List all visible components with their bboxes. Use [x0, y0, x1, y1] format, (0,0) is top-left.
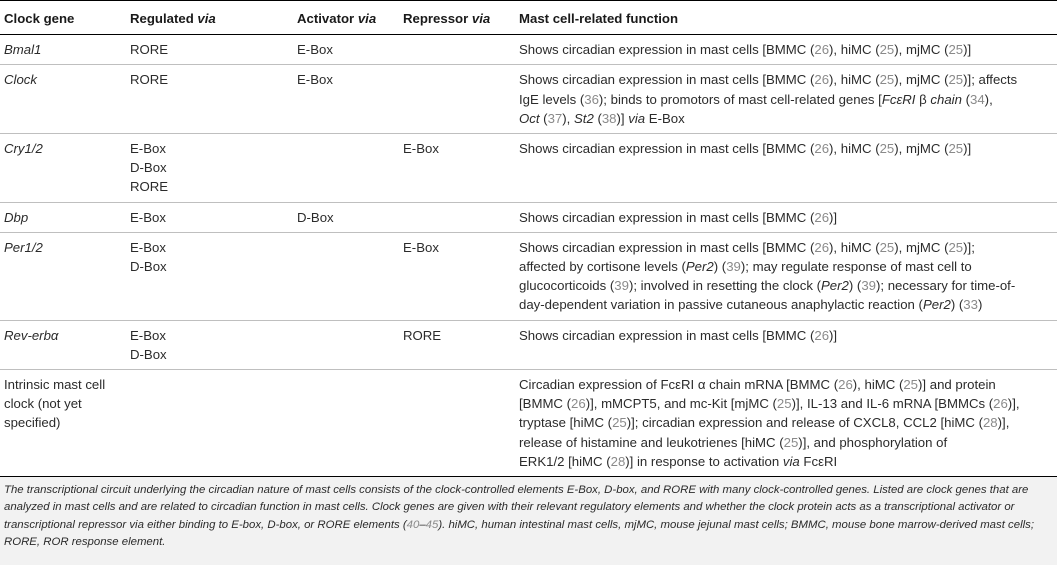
- function-line: [519, 238, 1051, 257]
- function-text: ): [977, 297, 983, 313]
- regulated-cell: [124, 65, 291, 134]
- table-row: [0, 320, 1057, 369]
- reference-number: 34: [970, 91, 985, 107]
- function-text: )]: [829, 327, 838, 343]
- function-text: (: [539, 110, 548, 126]
- function-text: ), mjMC (: [894, 42, 949, 58]
- activator-cell: [291, 320, 397, 369]
- table-body: [0, 35, 1057, 477]
- function-text: Shows circadian expression in mast cells [BMMC (: [519, 239, 815, 255]
- table-row: [0, 370, 1057, 477]
- reference-number: 25: [783, 434, 799, 450]
- header-row: [0, 1, 1057, 35]
- function-cell: [513, 65, 1057, 134]
- reference-number: 26: [814, 72, 830, 88]
- table-row: [0, 202, 1057, 232]
- repressor-cell: [397, 370, 513, 477]
- repressor-cell: [397, 134, 513, 203]
- function-text: )],: [997, 415, 1010, 431]
- italic-term: chain: [930, 91, 962, 107]
- function-line: [519, 139, 1051, 158]
- function-text: )], IL-13 and IL-6 mRNA [BMMCs (: [791, 396, 994, 412]
- function-text: FcεRI: [799, 453, 838, 469]
- activator-cell: [291, 370, 397, 477]
- gene-name: Dbp: [4, 209, 29, 225]
- activator-element: E-Box: [297, 42, 333, 58]
- function-cell: [513, 35, 1057, 65]
- regulated-cell: [124, 320, 291, 369]
- function-text: )] and protein: [918, 377, 996, 393]
- activator-cell: [291, 65, 397, 134]
- function-line: [519, 257, 1051, 276]
- function-line: [519, 326, 1051, 345]
- reference-number: 26: [838, 377, 853, 393]
- italic-term: via: [628, 110, 646, 126]
- function-line: [519, 40, 1051, 59]
- reference-number: 25: [948, 141, 964, 157]
- italic-term: via: [782, 453, 800, 469]
- function-text: ), hiMC (: [852, 377, 904, 393]
- function-text: ), mjMC (: [894, 72, 949, 88]
- header-activator-via-word: via: [357, 11, 377, 26]
- function-text: ); may regulate response of mast cell to: [740, 259, 972, 275]
- table-row: [0, 134, 1057, 203]
- reference-number: 28: [610, 453, 626, 469]
- repressor-cell: [397, 35, 513, 65]
- activator-element: D-Box: [297, 209, 334, 225]
- caption-text: ). hiMC, human intestinal mast cells, mjMC, mouse jejunal mast cells; BMMC, mouse bone marrow-derived mast cells; RORE, ROR response element.: [4, 518, 1034, 549]
- header-activator-via: [291, 1, 397, 35]
- reference-number: 28: [982, 415, 998, 431]
- function-text: )], and phosphorylation of: [798, 434, 948, 450]
- reference-number: 25: [879, 72, 895, 88]
- regulated-element: E-Box: [130, 141, 166, 157]
- regulated-element: D-Box: [130, 259, 167, 275]
- function-line: [519, 109, 1051, 128]
- table-row: [0, 65, 1057, 134]
- header-clock-gene: Clock gene: [0, 1, 124, 35]
- function-text: ); involved in resetting the clock (: [628, 278, 821, 294]
- gene-cell: [0, 202, 124, 232]
- activator-cell: [291, 202, 397, 232]
- regulated-element: E-Box: [130, 209, 166, 225]
- gene-name-line: specified): [4, 415, 61, 431]
- function-line: [519, 433, 1051, 452]
- function-text: )], mMCPT5, and mc-Kit [mjMC (: [585, 396, 777, 412]
- reference-number: 26: [814, 327, 830, 343]
- regulated-element: D-Box: [130, 160, 167, 176]
- table-header: [0, 1, 1057, 35]
- reference-number: 26: [814, 239, 830, 255]
- reference-number: 26: [814, 141, 830, 157]
- reference-number: 39: [726, 259, 741, 275]
- italic-term: Per2: [922, 297, 951, 313]
- italic-term: St2: [573, 110, 594, 126]
- function-text: ), mjMC (: [894, 239, 949, 255]
- reference-number: 26: [571, 396, 586, 412]
- gene-cell: [0, 232, 124, 320]
- reference-number: 26: [814, 209, 830, 225]
- function-text: ); necessary for time-of-: [875, 278, 1016, 294]
- caption-reference: 40: [406, 518, 420, 531]
- reference-number: 38: [601, 110, 617, 126]
- reference-number: 39: [861, 278, 876, 294]
- function-text: ), hiMC (: [829, 141, 880, 157]
- function-text: )]: [963, 141, 972, 157]
- reference-number: 25: [879, 239, 895, 255]
- function-line: [519, 90, 1051, 109]
- regulated-element: RORE: [130, 42, 169, 58]
- repressor-element: E-Box: [403, 141, 439, 157]
- regulated-cell: [124, 202, 291, 232]
- function-line: [519, 413, 1051, 432]
- function-text: Shows circadian expression in mast cells [BMMC (: [519, 141, 815, 157]
- reference-number: 33: [963, 297, 978, 313]
- gene-name: Bmal1: [4, 42, 42, 58]
- function-line: [519, 208, 1051, 227]
- gene-cell: [0, 320, 124, 369]
- repressor-element: E-Box: [403, 239, 439, 255]
- reference-number: 25: [948, 72, 964, 88]
- function-text: ) (: [950, 297, 964, 313]
- italic-term: Per2: [821, 278, 849, 294]
- gene-name: Cry1/2: [4, 141, 43, 157]
- header-activator-text: Activator: [297, 11, 358, 26]
- reference-number: 25: [879, 42, 895, 58]
- reference-number: 26: [993, 396, 1008, 412]
- italic-term: Per2: [685, 259, 714, 275]
- header-mast-cell-function: Mast cell-related function: [513, 1, 1057, 35]
- gene-name: Rev-erbα: [4, 327, 59, 343]
- header-regulated-via: [124, 1, 291, 35]
- repressor-cell: [397, 202, 513, 232]
- regulated-element: E-Box: [130, 327, 166, 343]
- function-text: ); binds to promotors of mast cell-related genes [: [598, 91, 882, 107]
- gene-name-line: Intrinsic mast cell: [4, 377, 106, 393]
- function-text: tryptase [hiMC (: [519, 415, 613, 431]
- regulated-cell: [124, 134, 291, 203]
- function-text: ), hiMC (: [829, 72, 880, 88]
- reference-number: 37: [547, 110, 563, 126]
- activator-cell: [291, 232, 397, 320]
- function-text: )]: [829, 209, 838, 225]
- function-cell: [513, 320, 1057, 369]
- function-text: )];: [963, 239, 975, 255]
- function-text: Shows circadian expression in mast cells [BMMC (: [519, 327, 815, 343]
- function-cell: [513, 202, 1057, 232]
- function-text: )]: [963, 42, 972, 58]
- gene-name: Clock: [4, 72, 37, 88]
- header-regulated-via-word: via: [197, 11, 216, 26]
- gene-cell: [0, 134, 124, 203]
- reference-number: 26: [814, 42, 830, 58]
- reference-number: 25: [776, 396, 792, 412]
- repressor-cell: [397, 232, 513, 320]
- function-text: Shows circadian expression in mast cells [BMMC (: [519, 42, 815, 58]
- reference-number: 39: [614, 278, 629, 294]
- repressor-cell: [397, 65, 513, 134]
- function-line: [519, 394, 1051, 413]
- table-caption: [0, 477, 1057, 565]
- function-line: [519, 70, 1051, 89]
- reference-number: 25: [948, 42, 964, 58]
- function-text: ), hiMC (: [829, 42, 880, 58]
- function-cell: [513, 370, 1057, 477]
- function-line: [519, 452, 1051, 471]
- function-text: )]: [616, 110, 629, 126]
- regulated-cell: [124, 232, 291, 320]
- function-text: ), mjMC (: [894, 141, 949, 157]
- header-repressor-via-word: via: [471, 11, 491, 26]
- italic-term: FcεRI: [881, 91, 916, 107]
- function-text: ),: [562, 110, 574, 126]
- gene-cell: [0, 370, 124, 477]
- gene-name-line: clock (not yet: [4, 396, 82, 412]
- activator-cell: [291, 134, 397, 203]
- function-text: )],: [1007, 396, 1020, 412]
- function-line: [519, 295, 1051, 314]
- activator-cell: [291, 35, 397, 65]
- function-text: ),: [984, 91, 993, 107]
- reference-number: 25: [948, 239, 964, 255]
- caption-reference: 45: [425, 518, 439, 531]
- function-text: ), hiMC (: [829, 239, 880, 255]
- function-cell: [513, 134, 1057, 203]
- table-row: [0, 35, 1057, 65]
- function-text: glucocorticoids (: [519, 278, 615, 294]
- function-text: Circadian expression of FcεRI α chain mRNA [BMMC (: [519, 377, 839, 393]
- function-text: Shows circadian expression in mast cells [BMMC (: [519, 72, 815, 88]
- table-row: [0, 232, 1057, 320]
- repressor-cell: [397, 320, 513, 369]
- repressor-element: RORE: [403, 327, 442, 343]
- reference-number: 25: [879, 141, 895, 157]
- function-text: ERK1/2 [hiMC (: [519, 453, 611, 469]
- function-text: )]; affects: [963, 72, 1018, 88]
- function-text: (: [961, 91, 970, 107]
- function-text: E-Box: [645, 110, 685, 126]
- function-cell: [513, 232, 1057, 320]
- activator-element: E-Box: [297, 72, 333, 88]
- regulated-element: RORE: [130, 72, 169, 88]
- function-text: day-dependent variation in passive cutaneous anaphylactic reaction (: [519, 297, 923, 313]
- function-text: )] in response to activation: [625, 453, 783, 469]
- header-regulated-text: Regulated: [130, 11, 198, 26]
- gene-name: Per1/2: [4, 239, 43, 255]
- regulated-cell: [124, 35, 291, 65]
- caption-text: The transcriptional circuit underlying the circadian nature of mast cells consists of the clock-controlled elements E-Box, D-box, and RORE with many clock-controlled genes. Listed are clock genes that are analyzed in mast cells and are related to circadian function in mast cells. Clock genes are given with their relevant regulatory elements and whether the clock protein acts as a transcriptional activator or transcriptional repressor via either binding to E-box, D-box, or RORE elements (: [4, 484, 1029, 531]
- header-repressor-via: [397, 1, 513, 35]
- function-text: ) (: [848, 278, 862, 294]
- function-text: )]; circadian expression and release of CXCL8, CCL2 [hiMC (: [626, 415, 983, 431]
- reference-number: 36: [584, 91, 599, 107]
- regulated-element: E-Box: [130, 239, 166, 255]
- function-line: [519, 375, 1051, 394]
- function-text: ) (: [713, 259, 727, 275]
- function-text: [BMMC (: [519, 396, 572, 412]
- regulated-element: D-Box: [130, 346, 167, 362]
- gene-cell: [0, 35, 124, 65]
- function-text: IgE levels (: [519, 91, 585, 107]
- italic-term: Oct: [519, 110, 540, 126]
- caption-text: –: [419, 518, 426, 531]
- function-text: Shows circadian expression in mast cells [BMMC (: [519, 209, 815, 225]
- function-text: (: [593, 110, 602, 126]
- header-repressor-text: Repressor: [403, 11, 472, 26]
- reference-number: 25: [612, 415, 627, 431]
- regulated-cell: [124, 370, 291, 477]
- function-text: release of histamine and leukotrienes [hiMC (: [519, 434, 784, 450]
- gene-cell: [0, 65, 124, 134]
- function-text: β: [915, 91, 931, 107]
- function-line: [519, 276, 1051, 295]
- function-text: affected by cortisone levels (: [519, 259, 686, 275]
- reference-number: 25: [903, 377, 919, 393]
- regulated-element: RORE: [130, 179, 169, 195]
